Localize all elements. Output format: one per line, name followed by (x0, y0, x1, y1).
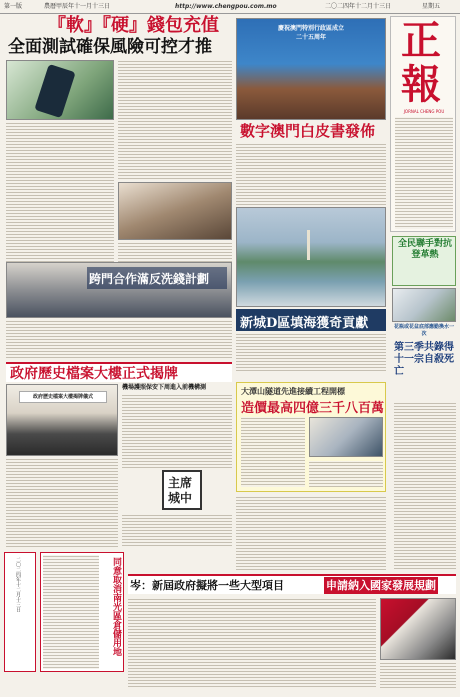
vertical-notice (40, 552, 124, 672)
vertical-headline[interactable]: 同意取消南光區倉儲用地 (111, 557, 121, 656)
archive-body (6, 458, 118, 548)
promo-headline[interactable]: 全民聯手對抗登革熱 (397, 239, 452, 260)
newcity-photo (236, 207, 386, 307)
bottom-headline-black[interactable]: 岑：新屆政府擬將一些大型項目 (130, 579, 284, 592)
meeting-photo (118, 182, 232, 240)
weekday: 星期五 (422, 3, 441, 10)
tunnel-box (236, 382, 386, 492)
whitepaper-banner-1: 慶祝澳門特別行政區成立 (277, 25, 344, 32)
airport-headline[interactable]: 機場護照保安下周進入前機構測 (122, 384, 207, 391)
masthead-char-2: 報 (401, 61, 441, 108)
whitepaper-photo (236, 18, 386, 120)
stamp-line-2: 城中 (168, 491, 193, 505)
tunnel-headline[interactable]: 造價最高四億三千八百萬 (241, 401, 385, 416)
bottom-header (128, 574, 456, 594)
bottom-caption (380, 662, 456, 688)
vertical-strip (4, 552, 36, 672)
masthead-box (390, 16, 456, 232)
airport-body (122, 394, 232, 468)
promo-photo (392, 288, 456, 322)
promo-box (392, 236, 456, 286)
tunnel-lower-body (236, 496, 386, 570)
top-bar (0, 0, 460, 14)
masthead-char-1: 正 (401, 17, 441, 64)
lead-kicker[interactable]: 『軟』『硬』錢包充值 (48, 15, 219, 36)
right-column-body (394, 402, 456, 570)
vertical-strip-date: 二〇二四年十二月十三日 (15, 557, 21, 612)
newcity-banner (236, 309, 386, 331)
tower-icon (307, 230, 310, 260)
archive-sign: 政府歷史檔案大樓揭牌儀式 (19, 391, 107, 403)
archive-header (6, 362, 232, 382)
newcity-headline[interactable]: 新城D區填海獲奇貢獻 (240, 316, 369, 331)
whitepaper-body (236, 143, 386, 205)
phone-icon (34, 64, 75, 118)
lead-body-text (6, 122, 114, 262)
archive-photo (6, 384, 118, 456)
bottom-headline-red[interactable]: 申請納入國家發展規劃 (326, 579, 436, 592)
mid-left-body (6, 320, 232, 360)
edition-label: 第一版 (4, 3, 23, 10)
bottom-photo (380, 598, 456, 660)
whitepaper-banner-2: 二十五周年 (295, 34, 326, 41)
vertical-notice-body (43, 555, 99, 669)
lead-body-text-2 (118, 60, 232, 180)
meeting-room-photo (6, 262, 232, 318)
whitepaper-headline[interactable]: 數字澳門白皮書發佈 (240, 122, 376, 140)
column-body (122, 514, 232, 548)
lead-photo-phone (6, 60, 114, 120)
tunnel-title: 大潭山隧道先進接續工程開標 (241, 387, 345, 396)
newcity-body (236, 333, 386, 371)
issue-date: 二〇二四年十二月十三日 (325, 3, 392, 10)
column-stamp (162, 470, 202, 510)
stamp-line-1: 主席 (168, 476, 193, 490)
bottom-body (128, 598, 376, 688)
lead-body-text-3 (118, 242, 232, 262)
lunar-date: 農曆甲辰年十一月十三日 (44, 3, 111, 10)
tunnel-body-2 (309, 461, 383, 487)
tunnel-photo (309, 417, 383, 457)
archive-headline[interactable]: 政府歷史檔案大樓正式揭牌 (10, 366, 178, 382)
promo-subhead: 花瓶或花盆底部應勤換水一次 (393, 324, 454, 337)
mid-left-headline[interactable]: 跨門合作滿反洗錢計劃 (89, 272, 210, 286)
right-column-headline[interactable]: 第三季共錄得十一宗自殺死亡 (394, 342, 454, 377)
masthead-subtitle: JORNAL CHENG POU (403, 109, 445, 114)
masthead-info (395, 117, 453, 229)
tunnel-body (241, 417, 305, 487)
lead-headline[interactable]: 全面測試確保風險可控才推 (8, 37, 212, 57)
website[interactable]: http://www.chengpou.com.mo (175, 3, 277, 10)
